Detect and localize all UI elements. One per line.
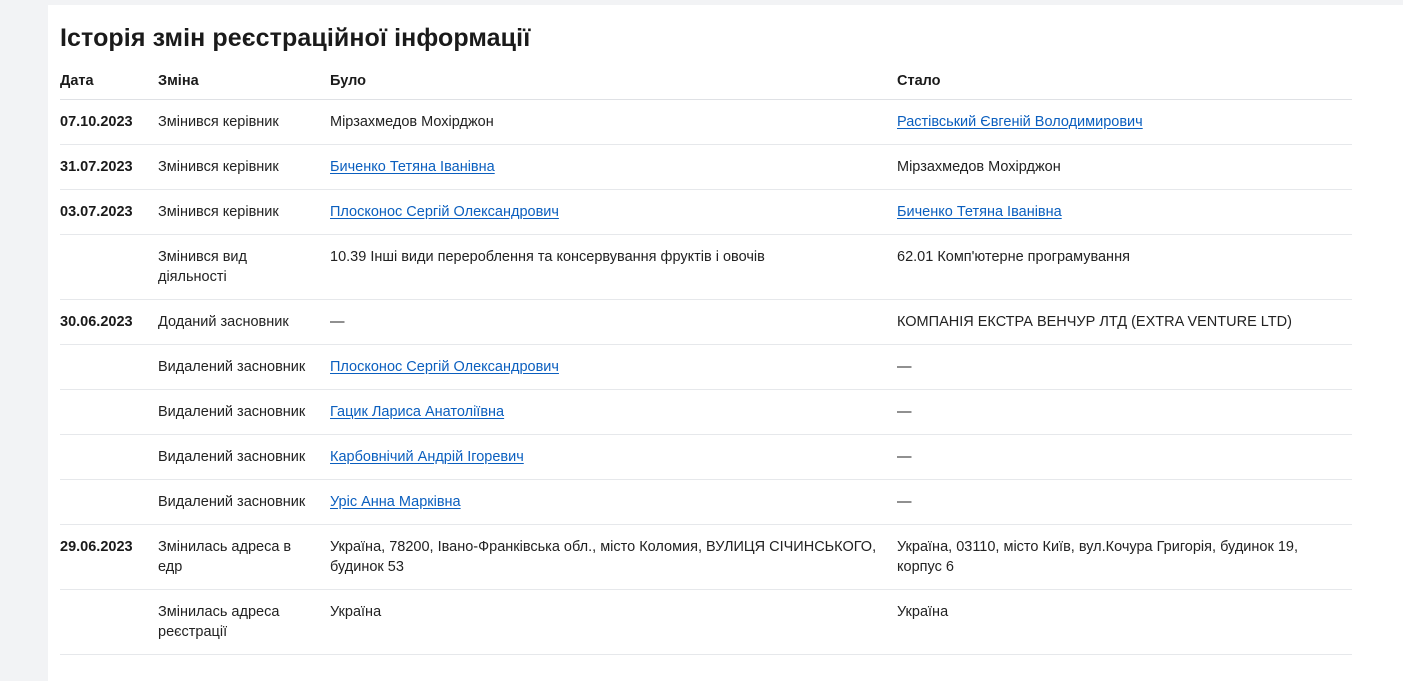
person-link[interactable]: Плосконос Сергій Олександрович (330, 359, 559, 375)
person-link[interactable]: Растівський Євгеній Володимирович (897, 114, 1143, 130)
cell-before-value (330, 145, 897, 190)
table-row (60, 435, 1352, 480)
person-link[interactable]: Биченко Тетяна Іванівна (897, 204, 1062, 220)
cell-change-type: Доданий засновник (158, 300, 330, 345)
value-text: КОМПАНІЯ ЕКСТРА ВЕНЧУР ЛТД (EXTRA VENTURE LTD) (897, 314, 1292, 330)
table-header (60, 67, 1352, 100)
value-text: — (897, 494, 912, 510)
cell-after-value (897, 190, 1352, 235)
cell-date (60, 345, 158, 390)
cell-before-value (330, 345, 897, 390)
cell-change-type: Змінився вид діяльності (158, 235, 330, 300)
cell-date: 07.10.2023 (60, 100, 158, 145)
cell-date: 29.06.2023 (60, 525, 158, 590)
cell-after-value (897, 100, 1352, 145)
cell-change-type: Видалений засновник (158, 435, 330, 480)
table-body (60, 100, 1352, 655)
cell-after-value (897, 590, 1352, 655)
cell-before-value (330, 190, 897, 235)
cell-before-value (330, 435, 897, 480)
column-header-change: Зміна (158, 67, 330, 100)
table-row (60, 480, 1352, 525)
page-title: Історія змін реєстраційної інформації (60, 24, 531, 52)
value-text: Україна, 78200, Івано-Франківська обл., місто Коломия, ВУЛИЦЯ СІЧИНСЬКОГО, будинок 53 (330, 539, 877, 575)
value-text: Україна, 03110, місто Київ, вул.Кочура Григорія, будинок 19, корпус 6 (897, 539, 1298, 575)
value-text: Україна (897, 604, 949, 620)
table-row (60, 235, 1352, 300)
table-row (60, 590, 1352, 655)
value-text: — (330, 314, 345, 330)
cell-change-type: Змінився керівник (158, 145, 330, 190)
cell-before-value (330, 480, 897, 525)
person-link[interactable]: Плосконос Сергій Олександрович (330, 204, 559, 220)
cell-before-value (330, 525, 897, 590)
table-header-row (60, 67, 1352, 100)
value-text: — (897, 449, 912, 465)
cell-after-value (897, 235, 1352, 300)
cell-before-value (330, 590, 897, 655)
person-link[interactable]: Гацик Лариса Анатоліївна (330, 404, 505, 420)
cell-date (60, 590, 158, 655)
table-row (60, 525, 1352, 590)
cell-change-type: Змінився керівник (158, 100, 330, 145)
cell-date (60, 390, 158, 435)
value-text: — (897, 359, 912, 375)
cell-change-type: Видалений засновник (158, 345, 330, 390)
cell-change-type: Змінився керівник (158, 190, 330, 235)
cell-before-value (330, 100, 897, 145)
cell-before-value (330, 390, 897, 435)
person-link[interactable]: Уріс Анна Марківна (330, 494, 461, 510)
value-text: 10.39 Інші види перероблення та консервування фруктів і овочів (330, 249, 765, 265)
cell-date (60, 235, 158, 300)
cell-after-value (897, 525, 1352, 590)
table-row (60, 345, 1352, 390)
column-header-after: Стало (897, 67, 1352, 100)
cell-after-value (897, 390, 1352, 435)
cell-date: 31.07.2023 (60, 145, 158, 190)
table-row (60, 390, 1352, 435)
cell-date (60, 480, 158, 525)
value-text: 62.01 Комп'ютерне програмування (897, 249, 1130, 265)
table-row (60, 190, 1352, 235)
cell-change-type: Змінилась адреса реєстрації (158, 590, 330, 655)
person-link[interactable]: Карбовнічий Андрій Ігоревич (330, 449, 524, 465)
cell-date: 03.07.2023 (60, 190, 158, 235)
cell-change-type: Видалений засновник (158, 390, 330, 435)
cell-change-type: Змінилась адреса в едр (158, 525, 330, 590)
change-history-table (60, 67, 1352, 655)
column-header-date: Дата (60, 67, 158, 100)
cell-date: 30.06.2023 (60, 300, 158, 345)
person-link[interactable]: Биченко Тетяна Іванівна (330, 159, 495, 175)
cell-after-value (897, 145, 1352, 190)
cell-before-value (330, 235, 897, 300)
cell-date (60, 435, 158, 480)
cell-before-value (330, 300, 897, 345)
value-text: Мірзахмедов Мохірджон (330, 114, 494, 130)
table-row (60, 145, 1352, 190)
left-gutter (0, 0, 48, 681)
value-text: — (897, 404, 912, 420)
column-header-before: Було (330, 67, 897, 100)
cell-after-value (897, 435, 1352, 480)
value-text: Україна (330, 604, 382, 620)
cell-after-value (897, 300, 1352, 345)
value-text: Мірзахмедов Мохірджон (897, 159, 1061, 175)
table-row (60, 100, 1352, 145)
content-area (48, 5, 1403, 681)
cell-after-value (897, 345, 1352, 390)
table-row (60, 300, 1352, 345)
cell-after-value (897, 480, 1352, 525)
cell-change-type: Видалений засновник (158, 480, 330, 525)
